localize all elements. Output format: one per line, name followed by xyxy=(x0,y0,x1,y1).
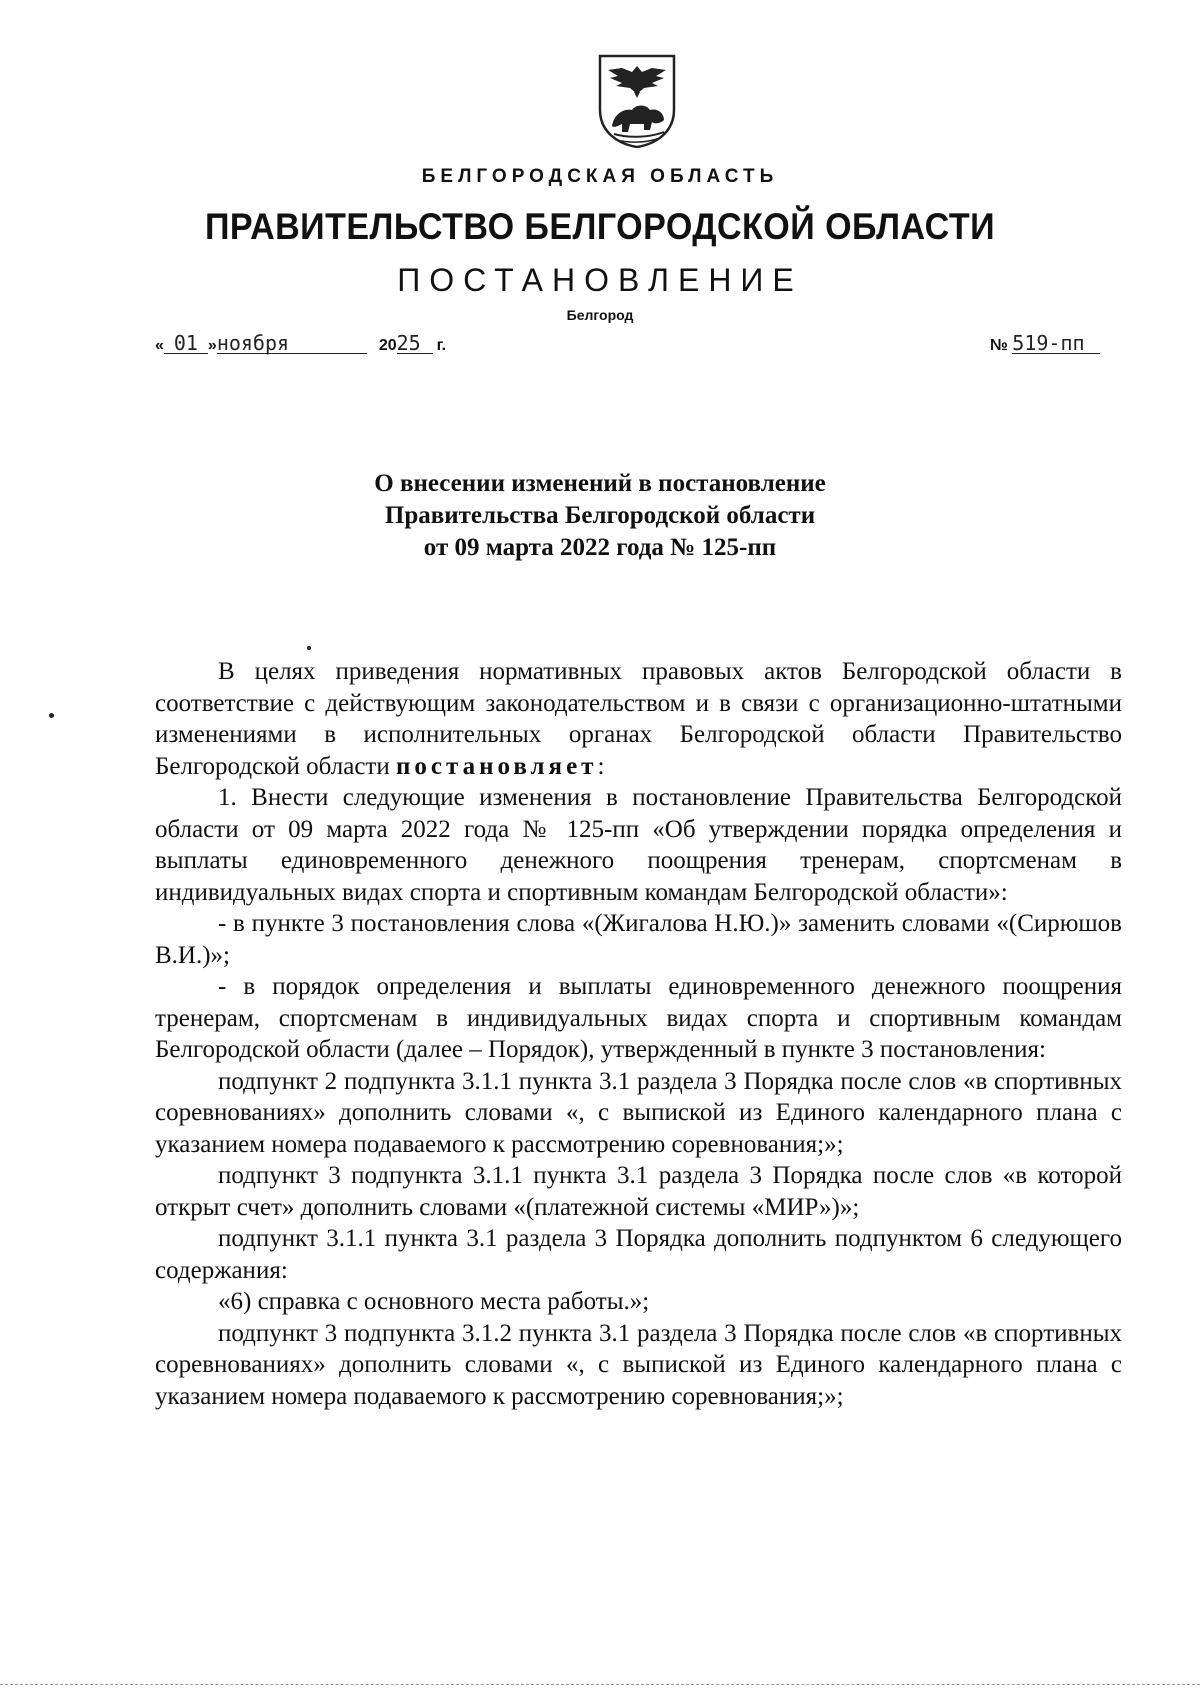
date-day: 01 xyxy=(164,333,208,354)
date-quote-close: » xyxy=(207,337,217,354)
paragraph-1: 1. Внести следующие изменения в постановление Правительства Белгородской области от 09 марта 2022 года № 125-пп «Об утверждении порядка определения и выплаты единовременного денежного поощрения тренерам, спортсменам в индивидуальных видах спорта и спортивным командам Белгородской области»: xyxy=(155,784,1122,906)
preamble-verb: постановляет xyxy=(395,752,598,780)
number-value: 519-пп xyxy=(1012,333,1100,354)
paragraph-5: подпункт 3 подпункта 3.1.1 пункта 3.1 раздела 3 Порядка после слов «в которой открыт счет» дополнить словами «(платежной системы «МИР»)»; xyxy=(155,1162,1122,1221)
document-type: ПОСТАНОВЛЕНИЕ xyxy=(397,262,803,298)
date-month: ноября xyxy=(217,333,367,354)
preamble-paragraph xyxy=(155,656,1122,782)
title-line-3: от 09 марта 2022 года № 125-пп xyxy=(423,534,777,561)
preamble-text: В целях приведения нормативных правовых актов Белгородской области в соответствие с действующим законодательством и в связи с организационно-штатными изменениями в исполнительных органах Белгородской области Правительство Белгородской области xyxy=(155,658,1122,780)
document-date xyxy=(155,333,446,355)
paragraph-3: - в порядок определения и выплаты единовременного денежного поощрения тренерам, спортсменам в индивидуальных видах спорта и спортивным командам Белгородской области (далее – Порядок), утвержденный в пункте 3 постановления: xyxy=(155,973,1122,1063)
date-year-suffix: 25 xyxy=(397,333,433,354)
number-sign: № xyxy=(990,337,1008,354)
date-quote-open: « xyxy=(155,337,164,354)
city-name: Белгород xyxy=(566,307,634,323)
government-name: ПРАВИТЕЛЬСТВО БЕЛГОРОДСКОЙ ОБЛАСТИ xyxy=(204,206,996,247)
document-body xyxy=(155,656,1122,1412)
paragraph-8: подпункт 3 подпункта 3.1.2 пункта 3.1 раздела 3 Порядка после слов «в спортивных соревнованиях» дополнить словами «, с выпиской из Единого календарного плана с указанием номера подаваемого к рассмотрению соревнования;»; xyxy=(155,1319,1122,1410)
scan-mark xyxy=(49,713,54,718)
paragraph-7: «6) справка с основного места работы.»; xyxy=(218,1288,650,1315)
title-line-2: Правительства Белгородской области xyxy=(384,502,816,529)
title-line-1: О внесении изменений в постановление xyxy=(374,470,826,497)
belgorod-coat-of-arms-icon xyxy=(594,52,680,148)
document-title xyxy=(150,468,1050,564)
scan-edge-line xyxy=(0,1684,1200,1685)
region-name: БЕЛГОРОДСКАЯ ОБЛАСТЬ xyxy=(421,166,779,187)
paragraph-2: - в пункте 3 постановления слова «(Жигалова Н.Ю.)» заменить словами «(Сирюшов В.И.)»; xyxy=(155,910,1122,969)
preamble-end: : xyxy=(597,752,605,780)
date-year-unit: г. xyxy=(436,337,447,354)
date-year-prefix: 20 xyxy=(378,337,397,354)
paragraph-4: подпункт 2 подпункта 3.1.1 пункта 3.1 раздела 3 Порядка после слов «в спортивных соревнованиях» дополнить словами «, с выпиской из Единого календарного плана с указанием номера подаваемого к рассмотрению соревнования;»; xyxy=(155,1067,1122,1158)
scan-mark xyxy=(307,646,311,650)
document-number xyxy=(990,333,1100,355)
paragraph-6: подпункт 3.1.1 пункта 3.1 раздела 3 Порядка дополнить подпунктом 6 следующего содержания: xyxy=(155,1225,1122,1284)
